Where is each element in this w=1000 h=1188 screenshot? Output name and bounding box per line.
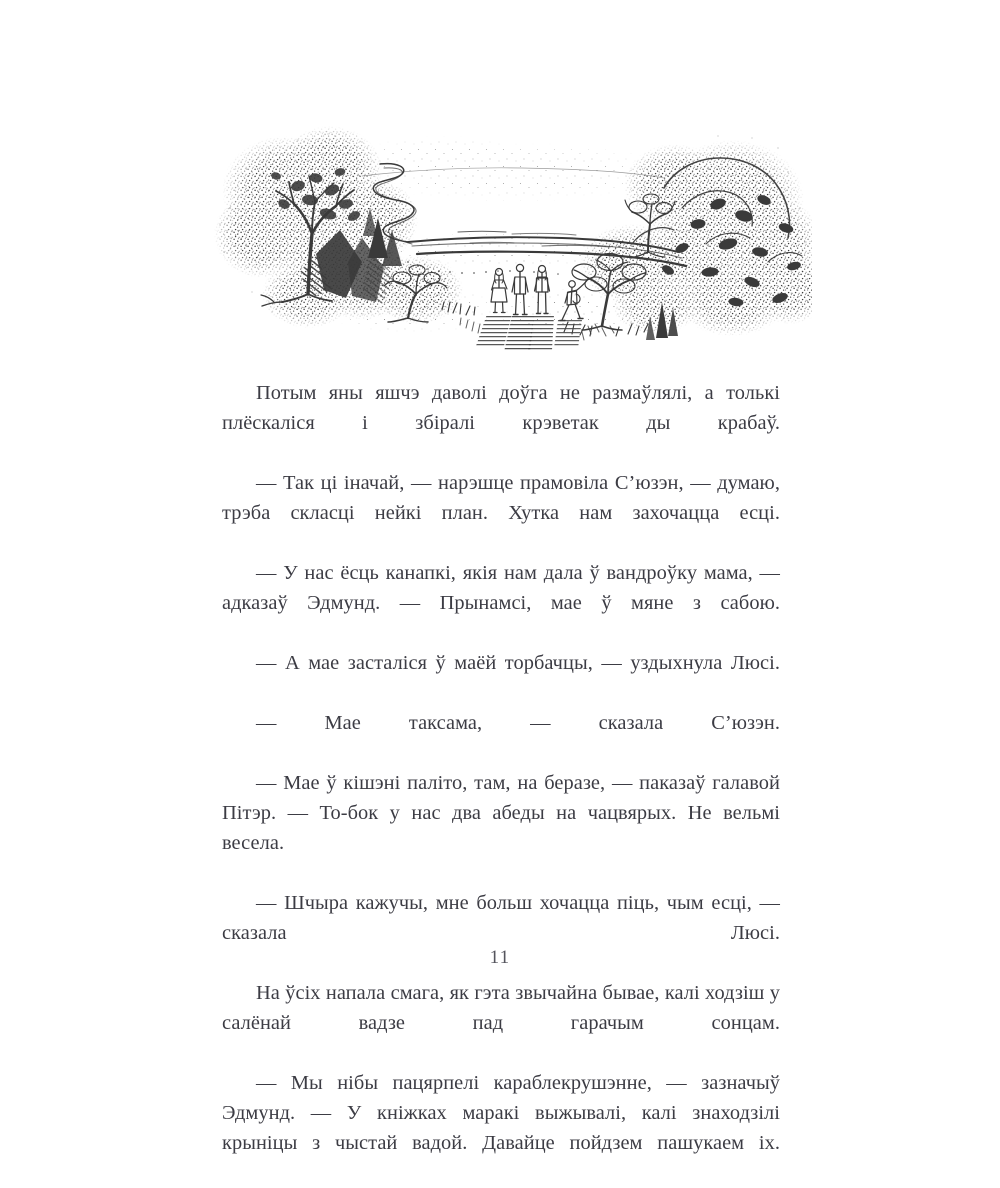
paragraph: — Мы нібы пацярпелі караблекрушэнне, — зазначыў Эдмунд. — У кніжках маракі выжывалі, калі знаходзілі крыніцы з чыстай вадой. Давайце пойдзем пашукаем іх. <box>222 1072 780 1154</box>
chapter-illustration <box>0 0 1000 370</box>
page-number: 11 <box>489 947 511 968</box>
valley-river-illustration <box>212 112 812 360</box>
paragraph: Потым яны яшчэ даволі доўга не размаўлялі, а толькі плёскаліся і збіралі крэветак ды крабаў. <box>222 382 780 434</box>
paragraph: — У нас ёсць канапкі, якія нам дала ў вандроўку мама, — адказаў Эдмунд. — Прынамсі, мае ў мяне з сабою. <box>222 562 780 614</box>
paragraph: На ўсіх напала смага, як гэта звычайна бывае, калі ходзіш у салёнай вадзе пад гарачым сонцам. <box>222 982 780 1034</box>
paragraph: — Так ці іначай, — нарэшце прамовіла С’юзэн, — думаю, трэба скласці нейкі план. Хутка нам захочацца есці. <box>222 472 780 524</box>
paragraph: — Шчыра кажучы, мне больш хочацца піць, чым есці, — сказала Люсі. <box>222 892 780 944</box>
paragraph: — А мае засталіся ў маёй торбачцы, — уздыхнула Люсі. <box>256 652 780 674</box>
body-text <box>222 378 780 1188</box>
paragraph: — Мае таксама, — сказала С’юзэн. <box>256 712 780 734</box>
paragraph: — Мае ў кішэні паліто, там, на беразе, — паказаў галавой Пітэр. — То-бок у нас два абеды на чацвярых. Не вельмі весела. <box>222 772 780 854</box>
